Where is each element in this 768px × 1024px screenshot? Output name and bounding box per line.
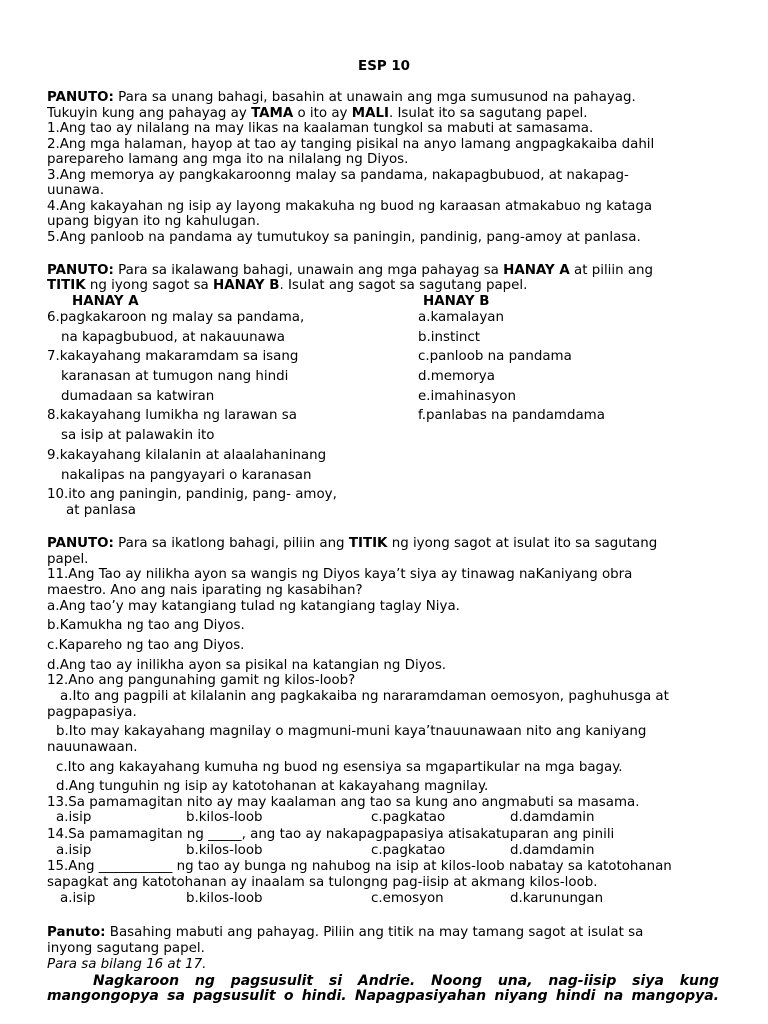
hanay-b-item: d.memorya xyxy=(418,369,495,384)
part1-item: upang bigyan ito ng kahulugan. xyxy=(47,214,261,229)
page-title: ESP 10 xyxy=(358,59,410,74)
hanay-a-item: 6.pagkakaroon ng malay sa pandama, xyxy=(47,310,305,325)
hanay-b-item: f.panlabas na pandamdama xyxy=(418,408,605,423)
q12-option: pagpapasiya. xyxy=(47,705,137,720)
part1-item: parepareho lamang ang mga ito na nilalang ng Diyos. xyxy=(47,152,409,167)
hanay-a-item: na kapagbubuod, at nakauunawa xyxy=(61,330,286,345)
part2-instruction-line-2: TITIK ng iyong sagot sa HANAY B. Isulat ang sagot sa sagutang papel. xyxy=(47,278,528,293)
q15-option: b.kilos-loob xyxy=(186,891,263,906)
q11-option: d.Ang tao ay inilikha ayon sa pisikal na katangian ng Diyos. xyxy=(47,658,447,673)
hanay-a-item: at panlasa xyxy=(66,503,137,518)
q11-option: b.Kamukha ng tao ang Diyos. xyxy=(47,618,245,633)
hanay-b-header: HANAY B xyxy=(423,294,490,309)
q15-stem: 15.Ang ___________ ng tao ay bunga ng nahubog na isip at kilos-loob nabatay sa katotohanan xyxy=(47,859,672,874)
q14-option: b.kilos-loob xyxy=(186,843,263,858)
q15-option: c.emosyon xyxy=(371,891,444,906)
part4-instruction-line-2: inyong sagutang papel. xyxy=(47,941,205,956)
q14-option: c.pagkatao xyxy=(371,843,446,858)
q11-stem: maestro. Ano ang nais iparating ng kasabihan? xyxy=(47,583,363,598)
hanay-a-item: sa isip at palawakin ito xyxy=(61,428,215,443)
q13-option: d.damdamin xyxy=(510,810,595,825)
hanay-b-item: a.kamalayan xyxy=(418,310,504,325)
q12-option: nauunawaan. xyxy=(47,740,138,755)
q12-stem: 12.Ano ang pangunahing gamit ng kilos-loob? xyxy=(47,673,356,688)
q11-option: a.Ang tao’y may katangiang tulad ng katangiang taglay Niya. xyxy=(47,599,460,614)
q13-option: a.isip xyxy=(56,810,92,825)
q13-option: c.pagkatao xyxy=(371,810,446,825)
hanay-a-item: karanasan at tumugon nang hindi xyxy=(61,369,289,384)
q11-option: c.Kapareho ng tao ang Diyos. xyxy=(47,638,245,653)
q14-stem: 14.Sa pamamagitan ng _____, ang tao ay nakapagpapasiya atisakatuparan ang pinili xyxy=(47,827,615,842)
part4-instruction-line-1: Panuto: Basahing mabuti ang pahayag. Piliin ang titik na may tamang sagot at isulat sa xyxy=(47,925,644,940)
part1-item: uunawa. xyxy=(47,183,105,198)
q11-stem: 11.Ang Tao ay nilikha ayon sa wangis ng Diyos kaya’t siya ay tinawag naKaniyang obra xyxy=(47,567,633,582)
q12-option: c.Ito ang kakayahang kumuha ng buod ng esensiya sa mgapartikular na mga bagay. xyxy=(56,760,623,775)
q13-option: b.kilos-loob xyxy=(186,810,263,825)
hanay-b-item: e.imahinasyon xyxy=(418,389,516,404)
hanay-a-item: 9.kakayahang kilalanin at alaalahaninang xyxy=(47,448,327,463)
hanay-a-item: 10.ito ang paningin, pandinig, pang- amoy, xyxy=(47,487,337,502)
part4-label: Panuto: xyxy=(47,925,106,940)
q12-option: d.Ang tunguhin ng isip ay katotohanan at kakayahang magnilay. xyxy=(56,779,489,794)
part1-label: PANUTO: xyxy=(47,90,114,105)
part1-item: 2.Ang mga halaman, hayop at tao ay tanging pisikal na anyo lamang angpagkakaiba dahil xyxy=(47,137,655,152)
part1-instruction-line-2: Tukuyin kung ang pahayag ay TAMA o ito ay MALI. Isulat ito sa sagutang papel. xyxy=(47,106,588,121)
part1-instruction-line-1: PANUTO: Para sa unang bahagi, basahin at unawain ang mga sumusunod na pahayag. xyxy=(47,90,636,105)
part1-item: 3.Ang memorya ay pangkakaroonng malay sa pandama, nakapagbubuod, at nakapag- xyxy=(47,168,629,183)
q13-stem: 13.Sa pamamagitan nito ay may kaalaman ang tao sa kung ano angmabuti sa masama. xyxy=(47,795,640,810)
part2-label: PANUTO: xyxy=(47,263,114,278)
q15-stem: sapagkat ang katotohanan ay inaalam sa tulongng pag-iisip at akmang kilos-loob. xyxy=(47,875,598,890)
part1-item: 4.Ang kakayahan ng isip ay layong makakuha ng buod ng karaasan atmakabuo ng kataga xyxy=(47,199,653,214)
q15-option: d.karunungan xyxy=(510,891,604,906)
part2-instruction-line-1: PANUTO: Para sa ikalawang bahagi, unawain ang mga pahayag sa HANAY A at piliin ang xyxy=(47,263,654,278)
hanay-b-item: c.panloob na pandama xyxy=(418,349,572,364)
hanay-a-item: 8.kakayahang lumikha ng larawan sa xyxy=(47,408,297,423)
hanay-a-header: HANAY A xyxy=(72,294,139,309)
hanay-a-item: 7.kakayahang makaramdam sa isang xyxy=(47,349,299,364)
part4-para-label: Para sa bilang 16 at 17. xyxy=(47,957,207,972)
story-line-1: Nagkaroon ng pagsusulit si Andrie. Noong una, nag-iisip siya kung xyxy=(93,973,719,989)
part1-item: 1.Ang tao ay nilalang na may likas na kaalaman tungkol sa mabuti at samasama. xyxy=(47,121,594,136)
q15-option: a.isip xyxy=(60,891,96,906)
part3-label: PANUTO: xyxy=(47,536,114,551)
q14-option: a.isip xyxy=(56,843,92,858)
hanay-a-item: nakalipas na pangyayari o karanasan xyxy=(61,468,312,483)
part1-item: 5.Ang panloob na pandama ay tumutukoy sa paningin, pandinig, pang-amoy at panlasa. xyxy=(47,230,641,245)
q12-option: b.Ito may kakayahang magnilay o magmuni-muni kaya’tnauunawaan nito ang kaniyang xyxy=(56,724,647,739)
part3-instruction-line-1: PANUTO: Para sa ikatlong bahagi, piliin ang TITIK ng iyong sagot at isulat ito sa sagutang xyxy=(47,536,658,551)
story-line-2: mangongopya sa pagsusulit o hindi. Napagpasiyahan niyang hindi na mangopya. xyxy=(47,988,719,1004)
part3-instruction-line-2: papel. xyxy=(47,552,89,567)
hanay-a-item: dumadaan sa katwiran xyxy=(61,389,215,404)
hanay-b-item: b.instinct xyxy=(418,330,481,345)
q14-option: d.damdamin xyxy=(510,843,595,858)
q12-option: a.Ito ang pagpili at kilalanin ang pagkakaiba ng nararamdaman oemosyon, paghuhusga at xyxy=(60,689,669,704)
